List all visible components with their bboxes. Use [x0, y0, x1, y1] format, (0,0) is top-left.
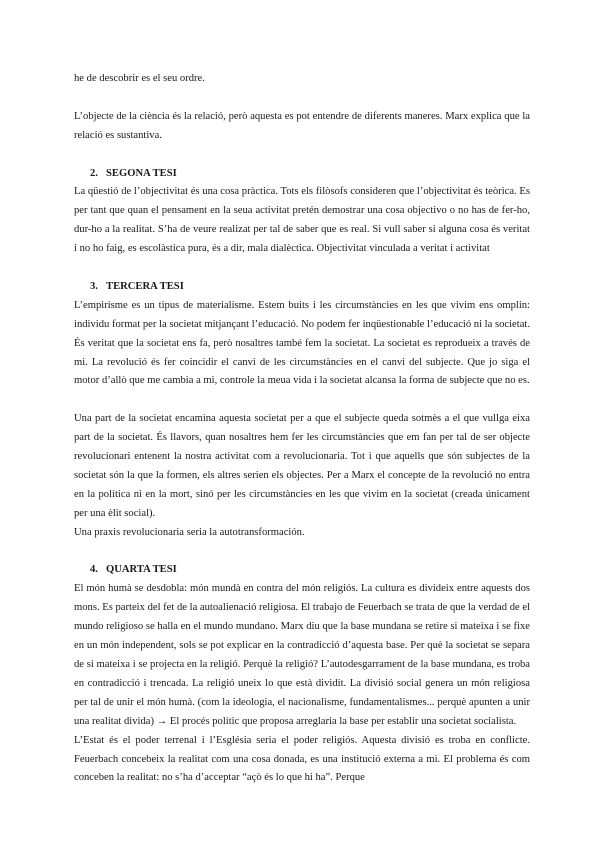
paragraph-spacer: [74, 543, 530, 562]
paragraph: L’empirisme es un tipus de materialisme. Estem buits i les circumstàncies en les que vivim ens omplin: individu format per la societat mitjançant l’educació. No podem fer inqüestionable l’educació ni la societat. És veritat que la societat ens fa, però nosaltres també fem la societat. La societat es reprodueix a través de mi. La revolució és fer coincidir el canvi de les circumstàncies en el canvi del subjecte. Que jo siga el motor d’allò que me cambia a mi, controle la meua vida i la societat alcansa la forma de subjecte que no es.: [74, 299, 530, 387]
section-heading: [74, 165, 530, 184]
section-number: 2.: [90, 167, 98, 179]
paragraph-spacer: [74, 391, 530, 410]
paragraph: El món humà se desdobla: món mundà en contra del món religiós. La cultura es divideix entre aquests dos mons. Es parteix del fet de la autoalienació religiosa. El trabajo de Feuerbach se trata de que la verdad de el mundo religioso se halla en el mundo mundano. Marx diu que la base mundana se retire si mateixa i se fixe en un món independent, sols se pot explicar en la contradicció d’aquesta base. Per què la societat se separa de si mateixa i se projecta en la religió. Perquè la religió? L’autodesgarrament de la base mundana, es troba en contradicció i trencada. La religió uneix lo que està dividit. La divisió social genera un món religiosa per tal de unir el món humà. (com la ideologia, el nacionalisme, fundamentalismes... perquè apunten a unir una realitat divida) → El procés polític que proposa arreglaria la base per establir una societat socialista.: [74, 583, 530, 727]
section-title: QUARTA TESI: [106, 564, 177, 576]
paragraph-spacer: [74, 259, 530, 278]
section-number: 3.: [90, 280, 98, 292]
paragraph: Una part de la societat encamina aquesta societat per a que el subjecte queda sotmès a el que vullga eixa part de la societat. És llavors, quan nosaltres hem fer les circumstàncies que em fan per tal de ser objecte revolucionari entenent la nostra activitat com a revolucionaria. Tot i que aquells que són subjectes de la societat són la que la formen, els altres serien els objectes. Per a Marx el concepte de la revolució no entra en la política ni en la mort, sinó per les circumstàncies en les que vivim en la societat (creada únicament per una èlit social).: [74, 413, 530, 519]
section-title: TERCERA TESI: [106, 280, 184, 292]
paragraph: Una praxis revolucionaria seria la autotransformación.: [74, 526, 305, 538]
paragraph: La qüestió de l’objectivitat és una cosa pràctica. Tots els filòsofs consideren que l’objectivitat és teòrica. Es per tant que quan el pensament en la seua activitat pretén demostrar una cosa objectivo o no has de fer-ho, dur-ho a la realitat. S’ha de veure realizat per tal de saber que es real. Si vull saber si alguna cosa és veritat i no ho faig, es escolàstica pura, és a dir, mala dialèctica. Objectivitat vinculada a veritat i activitat: [74, 186, 530, 255]
section-title: SEGONA TESI: [106, 167, 177, 179]
document-page: [74, 70, 530, 788]
section-heading: [74, 561, 530, 580]
section-heading: [74, 278, 530, 297]
section-number: 4.: [90, 564, 98, 576]
paragraph-spacer: [74, 89, 530, 108]
paragraph-spacer: [74, 146, 530, 165]
paragraph: he de descobrir es el seu ordre.: [74, 73, 205, 84]
paragraph: L’Estat és el poder terrenal i l’Església seria el poder religiós. Aquesta divisió es troba en conflicte. Feuerbach concebeix la realitat com una cosa donada, es una institució externa a mi. El problema és com conceben la realitat: no s’ha d’acceptar “açò és lo que hi ha”. Perque: [74, 734, 530, 784]
paragraph: L’objecte de la ciència és la relació, però aquesta es pot entendre de diferents maneres. Marx explica que la relació es sustantiva.: [74, 110, 530, 141]
